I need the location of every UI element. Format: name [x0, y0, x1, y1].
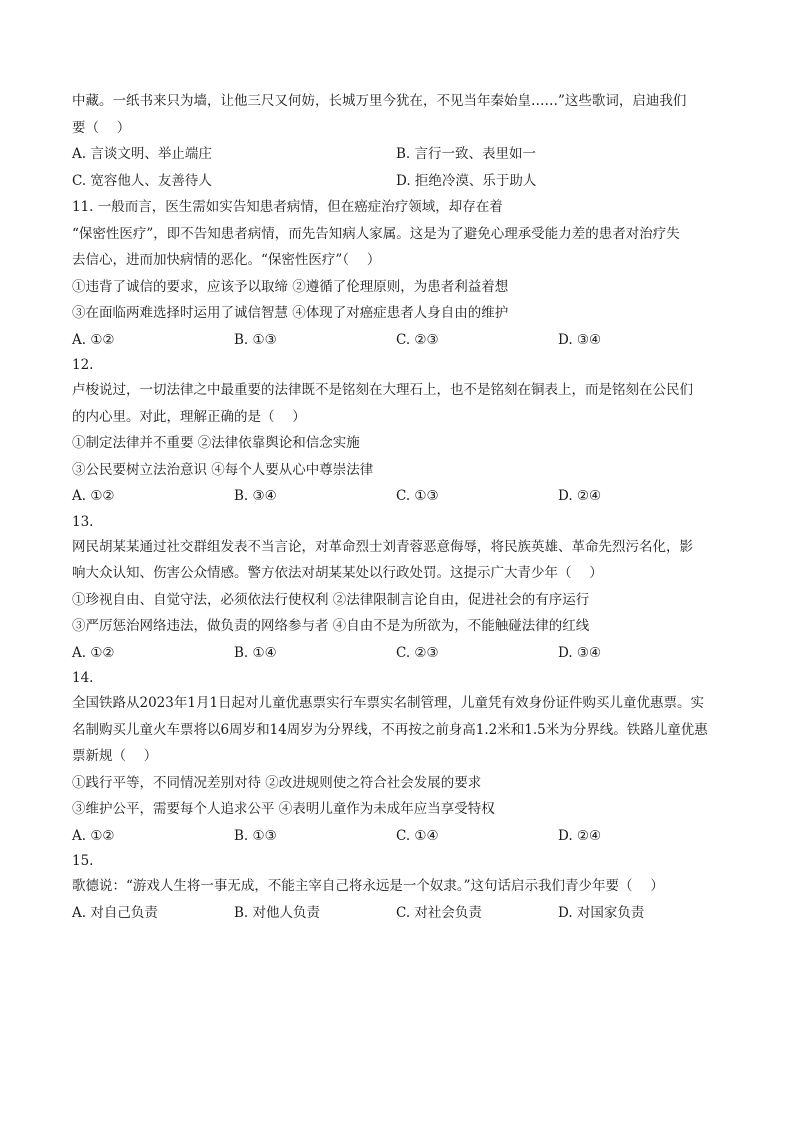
option-a: A. ①② — [72, 488, 115, 504]
question-11-line-2: “保密性医疗”，即不告知患者病情，而先告知病人家属。这是为了避免心理承受能力差的患者对治疗失 — [72, 225, 680, 242]
option-a: A. 言谈文明、举止端庄 — [72, 146, 212, 162]
question-15 — [72, 849, 722, 926]
question-13-number: 13. — [72, 513, 94, 530]
option-d: D. ②④ — [558, 488, 602, 504]
option-c: C. ①④ — [396, 827, 439, 844]
option-c: C. ②③ — [396, 331, 439, 348]
question-12-statement-2: ③公民要树立法治意识 ④每个人要从心中尊崇法律 — [72, 461, 374, 478]
option-a: A. 对自己负责 — [72, 904, 158, 921]
question-11-options — [72, 327, 722, 354]
option-c: C. 宽容他人、友善待人 — [72, 172, 212, 189]
question-11-statement-1: ①违背了诚信的要求，应该予以取缔 ②遵循了伦理原则，为患者利益着想 — [72, 278, 509, 295]
option-a: A. ①② — [72, 644, 115, 661]
question-13-statement-1: ①珍视自由、自觉守法，必须依法行使权利 ②法律限制言论自由，促进社会的有序运行 — [72, 591, 590, 608]
question-14-statement-2: ③维护公平，需要每个人追求公平 ④表明儿童作为未成年应当享受特权 — [72, 801, 495, 817]
question-11-line-1: 11. 一般而言，医生需如实告知患者病情，但在癌症治疗领域，却存在着 — [72, 199, 503, 215]
option-b: B. ①③ — [234, 331, 277, 348]
option-c: C. ②③ — [396, 644, 439, 661]
question-10-options-row-2 — [72, 168, 722, 195]
question-14-line-1: 全国铁路从2023年1月1日起对儿童优惠票实行车票实名制管理，儿童凭有效身份证件购买儿童优惠票。实 — [72, 695, 705, 711]
question-15-line-1: 歌德说：“游戏人生将一事无成，不能主宰自己将永远是一个奴隶。”这句话启示我们青少年要（ ） — [72, 878, 664, 894]
question-12 — [72, 353, 722, 510]
question-11-statement-2: ③在面临两难选择时运用了诚信智慧 ④体现了对癌症患者人身自由的维护 — [72, 305, 509, 321]
option-b: B. ③④ — [234, 488, 277, 504]
option-d: D. 拒绝冷漠、乐于助人 — [396, 172, 537, 189]
question-12-options — [72, 483, 722, 510]
option-a: A. ①② — [72, 827, 115, 844]
question-10-stem-line-2: 要（ ） — [72, 119, 131, 136]
question-12-number: 12. — [72, 357, 94, 373]
option-b: B. 言行一致、表里如一 — [396, 146, 537, 162]
option-a: A. ①② — [72, 331, 115, 348]
question-12-line-1: 卢梭说过，一切法律之中最重要的法律既不是铭刻在大理石上，也不是铭刻在铜表上，而是铭刻在公民们 — [72, 382, 693, 398]
question-13-line-1: 网民胡某某通过社交群组发表不当言论，对革命烈士刘青蓉恶意侮辱，将民族英雄、革命先烈污名化，影 — [72, 538, 693, 555]
option-d: D. 对国家负责 — [558, 904, 645, 921]
question-14-line-2: 名制购买儿童火车票将以6周岁和14周岁为分界线，不再按之前身高1.2米和1.5米为分界线。铁路儿童优惠 — [72, 721, 708, 738]
question-14 — [72, 666, 722, 849]
question-14-number: 14. — [72, 670, 94, 686]
option-d: D. ③④ — [558, 644, 602, 661]
question-12-statement-1: ①制定法律并不重要 ②法律依靠舆论和信念实施 — [72, 435, 360, 451]
option-b: B. 对他人负责 — [234, 904, 321, 921]
question-10 — [72, 88, 722, 194]
option-c: C. 对社会负责 — [396, 904, 482, 921]
question-13-options — [72, 640, 722, 667]
question-12-line-2: 的内心里。对此，理解正确的是（ ） — [72, 408, 306, 425]
option-c: C. ①③ — [396, 488, 439, 504]
question-10-options-row-1 — [72, 141, 722, 168]
question-14-line-3: 票新规（ ） — [72, 748, 158, 764]
question-13-line-2: 响大众认知、伤害公众情感。警方依法对胡某某处以行政处罚。这提示广大青少年（ ） — [72, 565, 603, 581]
question-10-stem-line-1: 中藏。一纸书来只为墙，让他三尺又何妨，长城万里今犹在，不见当年秦始皇……”这些歌词，启迪我们 — [72, 93, 687, 109]
option-b: B. ①④ — [234, 644, 277, 661]
question-14-options — [72, 823, 722, 850]
question-15-number: 15. — [72, 853, 94, 869]
exam-page — [72, 88, 722, 926]
question-15-options — [72, 900, 722, 927]
question-14-statement-1: ①践行平等，不同情况差别对待 ②改进规则使之符合社会发展的要求 — [72, 774, 482, 791]
option-d: D. ③④ — [558, 331, 602, 348]
question-13-statement-2: ③严厉惩治网络违法，做负责的网络参与者 ④自由不是为所欲为，不能触碰法律的红线 — [72, 618, 590, 634]
question-13 — [72, 510, 722, 667]
option-d: D. ②④ — [558, 827, 602, 844]
question-11-line-3: 去信心，进而加快病情的恶化。“保密性医疗”（ ） — [72, 252, 381, 268]
option-b: B. ①③ — [234, 827, 277, 844]
question-11 — [72, 194, 722, 353]
